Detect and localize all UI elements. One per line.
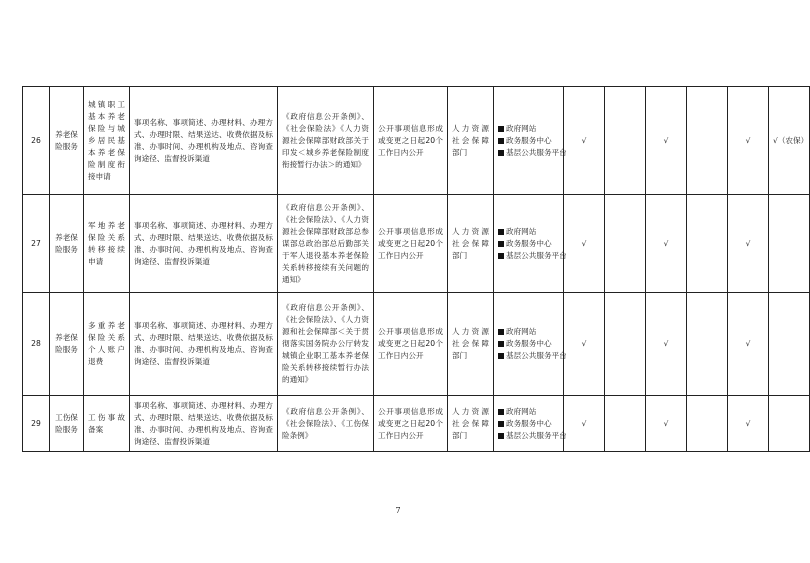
check-cell: [605, 195, 646, 293]
table-row: [23, 195, 810, 293]
check-cell: √: [646, 87, 687, 195]
channel-cell: [494, 195, 567, 293]
channel-item: [498, 430, 567, 442]
department-cell: 人力资源社会保障部门: [448, 87, 494, 195]
legal-basis-cell: 《政府信息公开条例》、《社会保险法》、《人力资源和社会保障部＜关于贯彻落实国务院办公厅转发城镇企业职工基本养老保险关系转移接续暂行办法的通知》: [278, 293, 374, 396]
disclosure-time-cell: 公开事项信息形成或变更之日起20个工作日内公开: [374, 396, 448, 452]
channel-item: [498, 250, 567, 262]
channel-label: 基层公共服务平台: [506, 147, 567, 157]
filled-square-icon: [498, 421, 504, 427]
row-number-cell: 27: [23, 195, 50, 293]
channel-item: [498, 338, 559, 350]
row-number-cell: 28: [23, 293, 50, 396]
channel-label: 基层公共服务平台: [506, 250, 567, 260]
channel-label: 政府网站: [506, 327, 537, 336]
legal-basis-cell: 《政府信息公开条例》、《社会保险法》《人力资源社会保障部财政部关于印发＜城乡养老保险制度衔接暂行办法＞的通知》: [278, 87, 374, 195]
channel-cell: [494, 396, 567, 452]
channel-label: 基层公共服务平台: [506, 351, 567, 360]
check-cell: √: [728, 87, 769, 195]
channel-item: [498, 135, 559, 147]
channel-label: 政府网站: [506, 406, 537, 416]
check-cell: √: [564, 396, 605, 452]
category-cell: 工伤保险服务: [50, 396, 84, 452]
filled-square-icon: [498, 126, 504, 132]
disclosure-time-cell: 公开事项信息形成或变更之日起20个工作日内公开: [374, 87, 448, 195]
channel-item: [498, 418, 559, 430]
check-cell: [687, 293, 728, 396]
channel-item: [498, 350, 567, 362]
page-number: 7: [395, 506, 401, 515]
channel-label: 政务服务中心: [506, 418, 552, 428]
filled-square-icon: [498, 253, 504, 259]
filled-square-icon: [498, 329, 504, 335]
channel-label: 政务服务中心: [506, 339, 552, 348]
check-cell: [769, 195, 810, 293]
check-cell: [687, 87, 728, 195]
channel-item: [498, 406, 559, 418]
table-body: [23, 87, 810, 452]
filled-square-icon: [498, 138, 504, 144]
check-cell: √: [646, 195, 687, 293]
check-cell: √: [646, 293, 687, 396]
item-name-cell: 城镇职工基本养老保险与城乡居民基本养老保险制度衔接申请: [84, 87, 130, 195]
disclosure-table: [22, 86, 810, 452]
disclosure-content-cell: 事项名称、事项简述、办理材料、办理方式、办理时限、结果送达、收费依据及标准、办事时间、办理机构及地点、咨询查询途径、监督投诉渠道: [130, 293, 278, 396]
check-cell: √: [728, 195, 769, 293]
check-cell: [605, 293, 646, 396]
department-cell: 人力资源社会保障部门: [448, 195, 494, 293]
check-cell: √: [564, 87, 605, 195]
disclosure-content-cell: 事项名称、事项简述、办理材料、办理方式、办理时限、结果送达、收费依据及标准、办事时间、办理机构及地点、咨询查询途径、监督投诉渠道: [130, 396, 278, 452]
channel-cell: [494, 293, 567, 396]
filled-square-icon: [498, 433, 504, 439]
channel-cell: [494, 87, 567, 195]
row-number-cell: 29: [23, 396, 50, 452]
disclosure-time-cell: 公开事项信息形成或变更之日起20个工作日内公开: [374, 293, 448, 396]
table-row: [23, 87, 810, 195]
channel-item: [498, 226, 559, 238]
check-cell: √: [564, 293, 605, 396]
department-cell: 人力资源社会保障部门: [448, 293, 494, 396]
channel-item: [498, 326, 559, 338]
table-row: [23, 293, 810, 396]
check-cell: √: [646, 396, 687, 452]
category-cell: 养老保险服务: [50, 195, 84, 293]
filled-square-icon: [498, 241, 504, 247]
department-cell: 人力资源社会保障部门: [448, 396, 494, 452]
legal-basis-cell: 《政府信息公开条例》、《社会保险法》、《人力资源社会保障部财政部总参谋部总政治部总后勤部关于军人退役基本养老保险关系转移接续有关问题的通知》: [278, 195, 374, 293]
filled-square-icon: [498, 229, 504, 235]
check-cell: [769, 396, 810, 452]
channel-label: 基层公共服务平台: [506, 430, 567, 440]
channel-item: [498, 147, 567, 159]
disclosure-time-cell: 公开事项信息形成或变更之日起20个工作日内公开: [374, 195, 448, 293]
channel-label: 政府网站: [506, 226, 537, 236]
channel-label: 政务服务中心: [506, 135, 552, 145]
table-row: [23, 396, 810, 452]
channel-item: [498, 238, 559, 250]
item-name-cell: 多重养老保险关系个人账户退费: [84, 293, 130, 396]
check-cell: √: [728, 396, 769, 452]
row-number-cell: 26: [23, 87, 50, 195]
item-name-cell: 工伤事故备案: [84, 396, 130, 452]
category-cell: 养老保险服务: [50, 293, 84, 396]
filled-square-icon: [498, 409, 504, 415]
disclosure-content-cell: 事项名称、事项简述、办理材料、办理方式、办理时限、结果送达、收费依据及标准、办事时间、办理机构及地点、咨询查询途径、监督投诉渠道: [130, 87, 278, 195]
check-cell: [687, 195, 728, 293]
channel-item: [498, 123, 559, 135]
check-cell: [605, 87, 646, 195]
legal-basis-cell: 《政府信息公开条例》、《社会保险法》、《工伤保险条例》: [278, 396, 374, 452]
check-cell: [769, 293, 810, 396]
channel-label: 政务服务中心: [506, 238, 552, 248]
item-name-cell: 军地养老保险关系转移接续申请: [84, 195, 130, 293]
check-cell: [605, 396, 646, 452]
filled-square-icon: [498, 353, 504, 359]
check-cell: [687, 396, 728, 452]
check-cell: √: [728, 293, 769, 396]
check-cell: √: [564, 195, 605, 293]
disclosure-content-cell: 事项名称、事项简述、办理材料、办理方式、办理时限、结果送达、收费依据及标准、办事时间、办理机构及地点、咨询查询途径、监督投诉渠道: [130, 195, 278, 293]
category-cell: 养老保险服务: [50, 87, 84, 195]
check-cell: √（农保）: [769, 87, 810, 195]
channel-label: 政府网站: [506, 123, 537, 133]
filled-square-icon: [498, 341, 504, 347]
filled-square-icon: [498, 150, 504, 156]
